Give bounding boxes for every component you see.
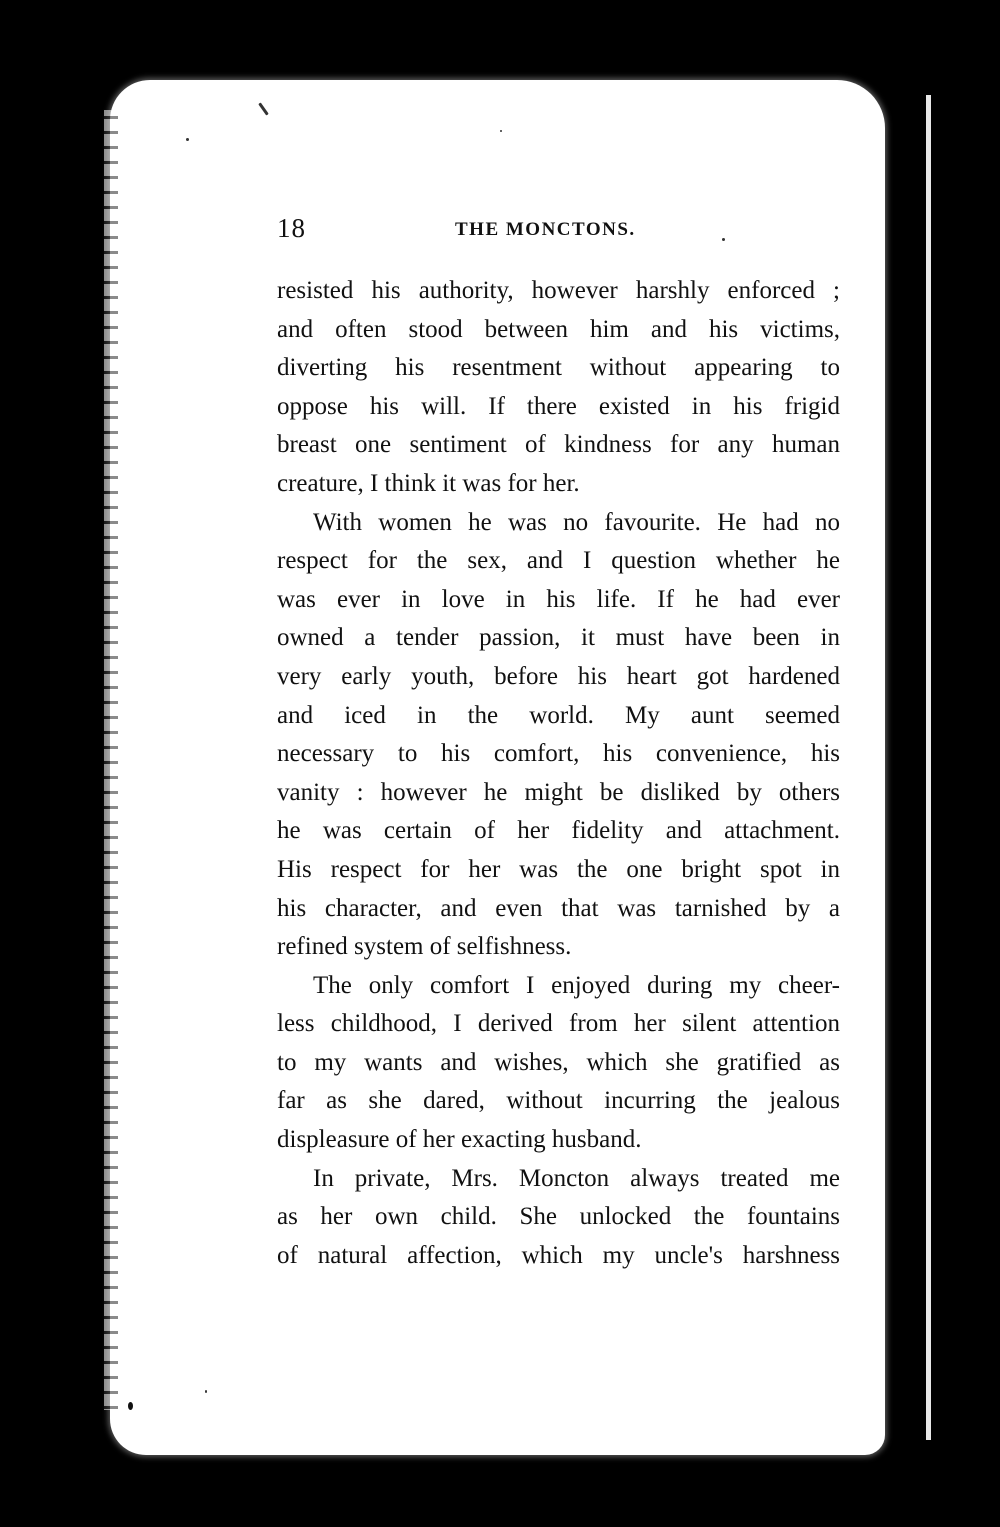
text-line: The only comfort I enjoyed during my cheer- [313,971,840,999]
text-line: creature, I think it was for her. [277,469,580,497]
ink-speck [500,130,502,132]
body-text [277,272,840,1275]
paragraph-4 [277,1160,840,1276]
text-line: diverting his resentment without appearing to [277,354,840,382]
page-number: 18 [277,213,306,243]
text-line: of natural affection, which my uncle's harshness [277,1241,840,1269]
text-line: he was certain of her fidelity and attachment. [277,817,840,845]
text-line: far as she dared, without incurring the jealous [277,1087,840,1115]
text-line: to my wants and wishes, which she gratified as [277,1048,840,1076]
text-line: In private, Mrs. Moncton always treated me [313,1164,840,1192]
ink-speck [128,1402,133,1410]
page-header [277,213,842,253]
text-line: With women he was no favourite. He had no [313,508,840,536]
text-line: respect for the sex, and I question whether he [277,547,840,575]
ink-speck [186,138,189,141]
text-line: displeasure of her exacting husband. [277,1126,642,1154]
text-line: less childhood, I derived from her silent attention [277,1010,840,1038]
text-line: refined system of selfishness. [277,933,572,961]
text-line: was ever in love in his life. If he had ever [277,585,840,613]
text-line: his character, and even that was tarnished by a [277,894,840,922]
running-title: THE MONCTONS. [455,219,636,240]
text-line: necessary to his comfort, his convenience, his [277,740,840,768]
text-line: oppose his will. If there existed in his frigid [277,392,840,420]
paragraph-2 [277,504,840,967]
text-line: vanity : however he might be disliked by others [277,778,840,806]
text-line: and often stood between him and his victims, [277,315,840,343]
text-line: breast one sentiment of kindness for any human [277,431,840,459]
text-line: owned a tender passion, it must have been in [277,624,840,652]
text-line: very early youth, before his heart got hardened [277,662,840,690]
page-edge [926,95,931,1440]
paragraph-1 [277,272,840,504]
text-line: resisted his authority, however harshly enforced ; [277,277,840,304]
text-line: as her own child. She unlocked the fountains [277,1203,840,1231]
paragraph-3 [277,967,840,1160]
text-line: His respect for her was the one bright spot in [277,855,840,883]
ink-speck [205,1390,207,1393]
text-line: and iced in the world. My aunt seemed [277,701,840,729]
